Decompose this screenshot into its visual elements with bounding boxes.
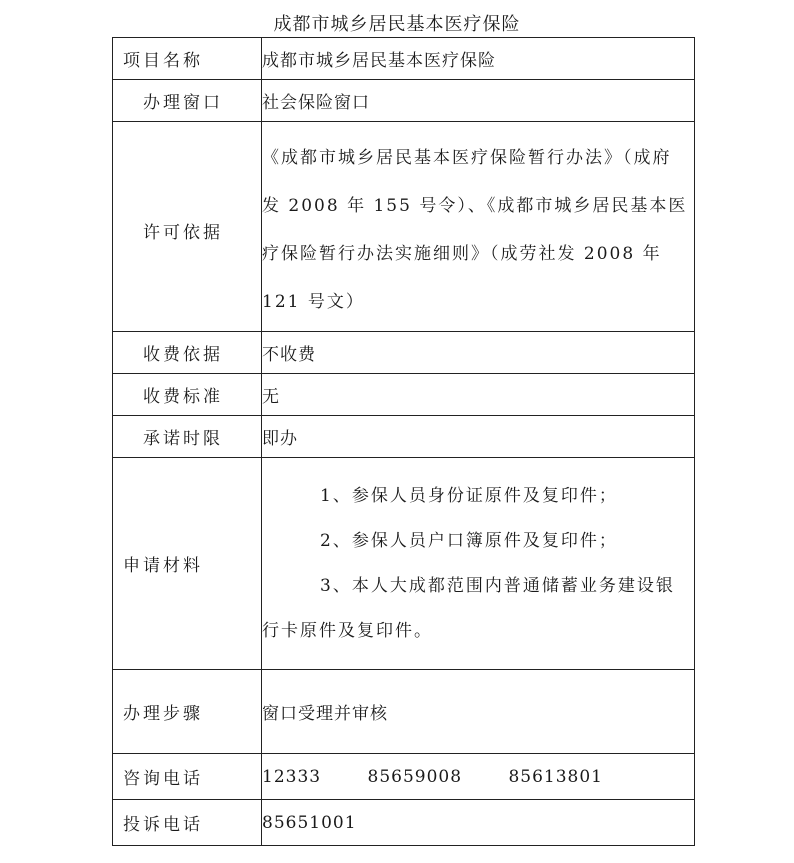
window-value: 社会保险窗口: [262, 80, 695, 122]
complaint-label: 投诉电话: [113, 800, 262, 846]
fee-standard-value: 无: [262, 374, 695, 416]
info-table: [112, 37, 695, 846]
basis-label: 许可依据: [143, 223, 223, 243]
materials-cell: [262, 458, 695, 670]
document-title: 成都市城乡居民基本医疗保险: [273, 14, 521, 35]
material-item: 3、本人大成都范围内普通储蓄业务建设银行卡原件及复印件。: [262, 575, 675, 641]
fee-basis-value: 不收费: [262, 332, 695, 374]
row-deadline: [113, 416, 695, 458]
complaint-value: 85651001: [262, 800, 695, 846]
row-fee-standard: [113, 374, 695, 416]
material-item: 1、参保人员身份证原件及复印件；: [320, 485, 618, 506]
fee-standard-label: 收费标准: [113, 374, 262, 416]
row-fee-basis: [113, 332, 695, 374]
materials-label: 申请材料: [113, 458, 262, 670]
consult-phone: 85659008: [367, 766, 463, 787]
window-label: 办理窗口: [113, 80, 262, 122]
consult-value: [262, 754, 695, 800]
material-item: 2、参保人员户口簿原件及复印件；: [320, 530, 618, 551]
basis-value-cell: [262, 122, 695, 332]
row-complaint: [113, 800, 695, 846]
steps-value: 窗口受理并审核: [262, 670, 695, 754]
deadline-value: 即办: [262, 416, 695, 458]
materials-list: [262, 474, 694, 654]
fee-basis-label: 收费依据: [113, 332, 262, 374]
row-steps: [113, 670, 695, 754]
consult-label: 咨询电话: [113, 754, 262, 800]
row-materials: [113, 458, 695, 670]
consult-phone: 12333: [262, 766, 322, 787]
item-name-value: 成都市城乡居民基本医疗保险: [262, 38, 695, 80]
basis-label-cell: [113, 122, 262, 332]
consult-phone: 85613801: [508, 766, 603, 787]
basis-value: 《成都市城乡居民基本医疗保险暂行办法》（成府发 2008 年 155 号令）、《成都市城乡居民基本医疗保险暂行办法实施细则》（成劳社发 2008 年 121 号文）: [262, 148, 688, 312]
item-name-label: 项目名称: [113, 38, 262, 80]
steps-label: 办理步骤: [113, 670, 262, 754]
row-item-name: [113, 38, 695, 80]
row-basis: [113, 122, 695, 332]
row-window: [113, 80, 695, 122]
row-consult: [113, 754, 695, 800]
deadline-label: 承诺时限: [113, 416, 262, 458]
